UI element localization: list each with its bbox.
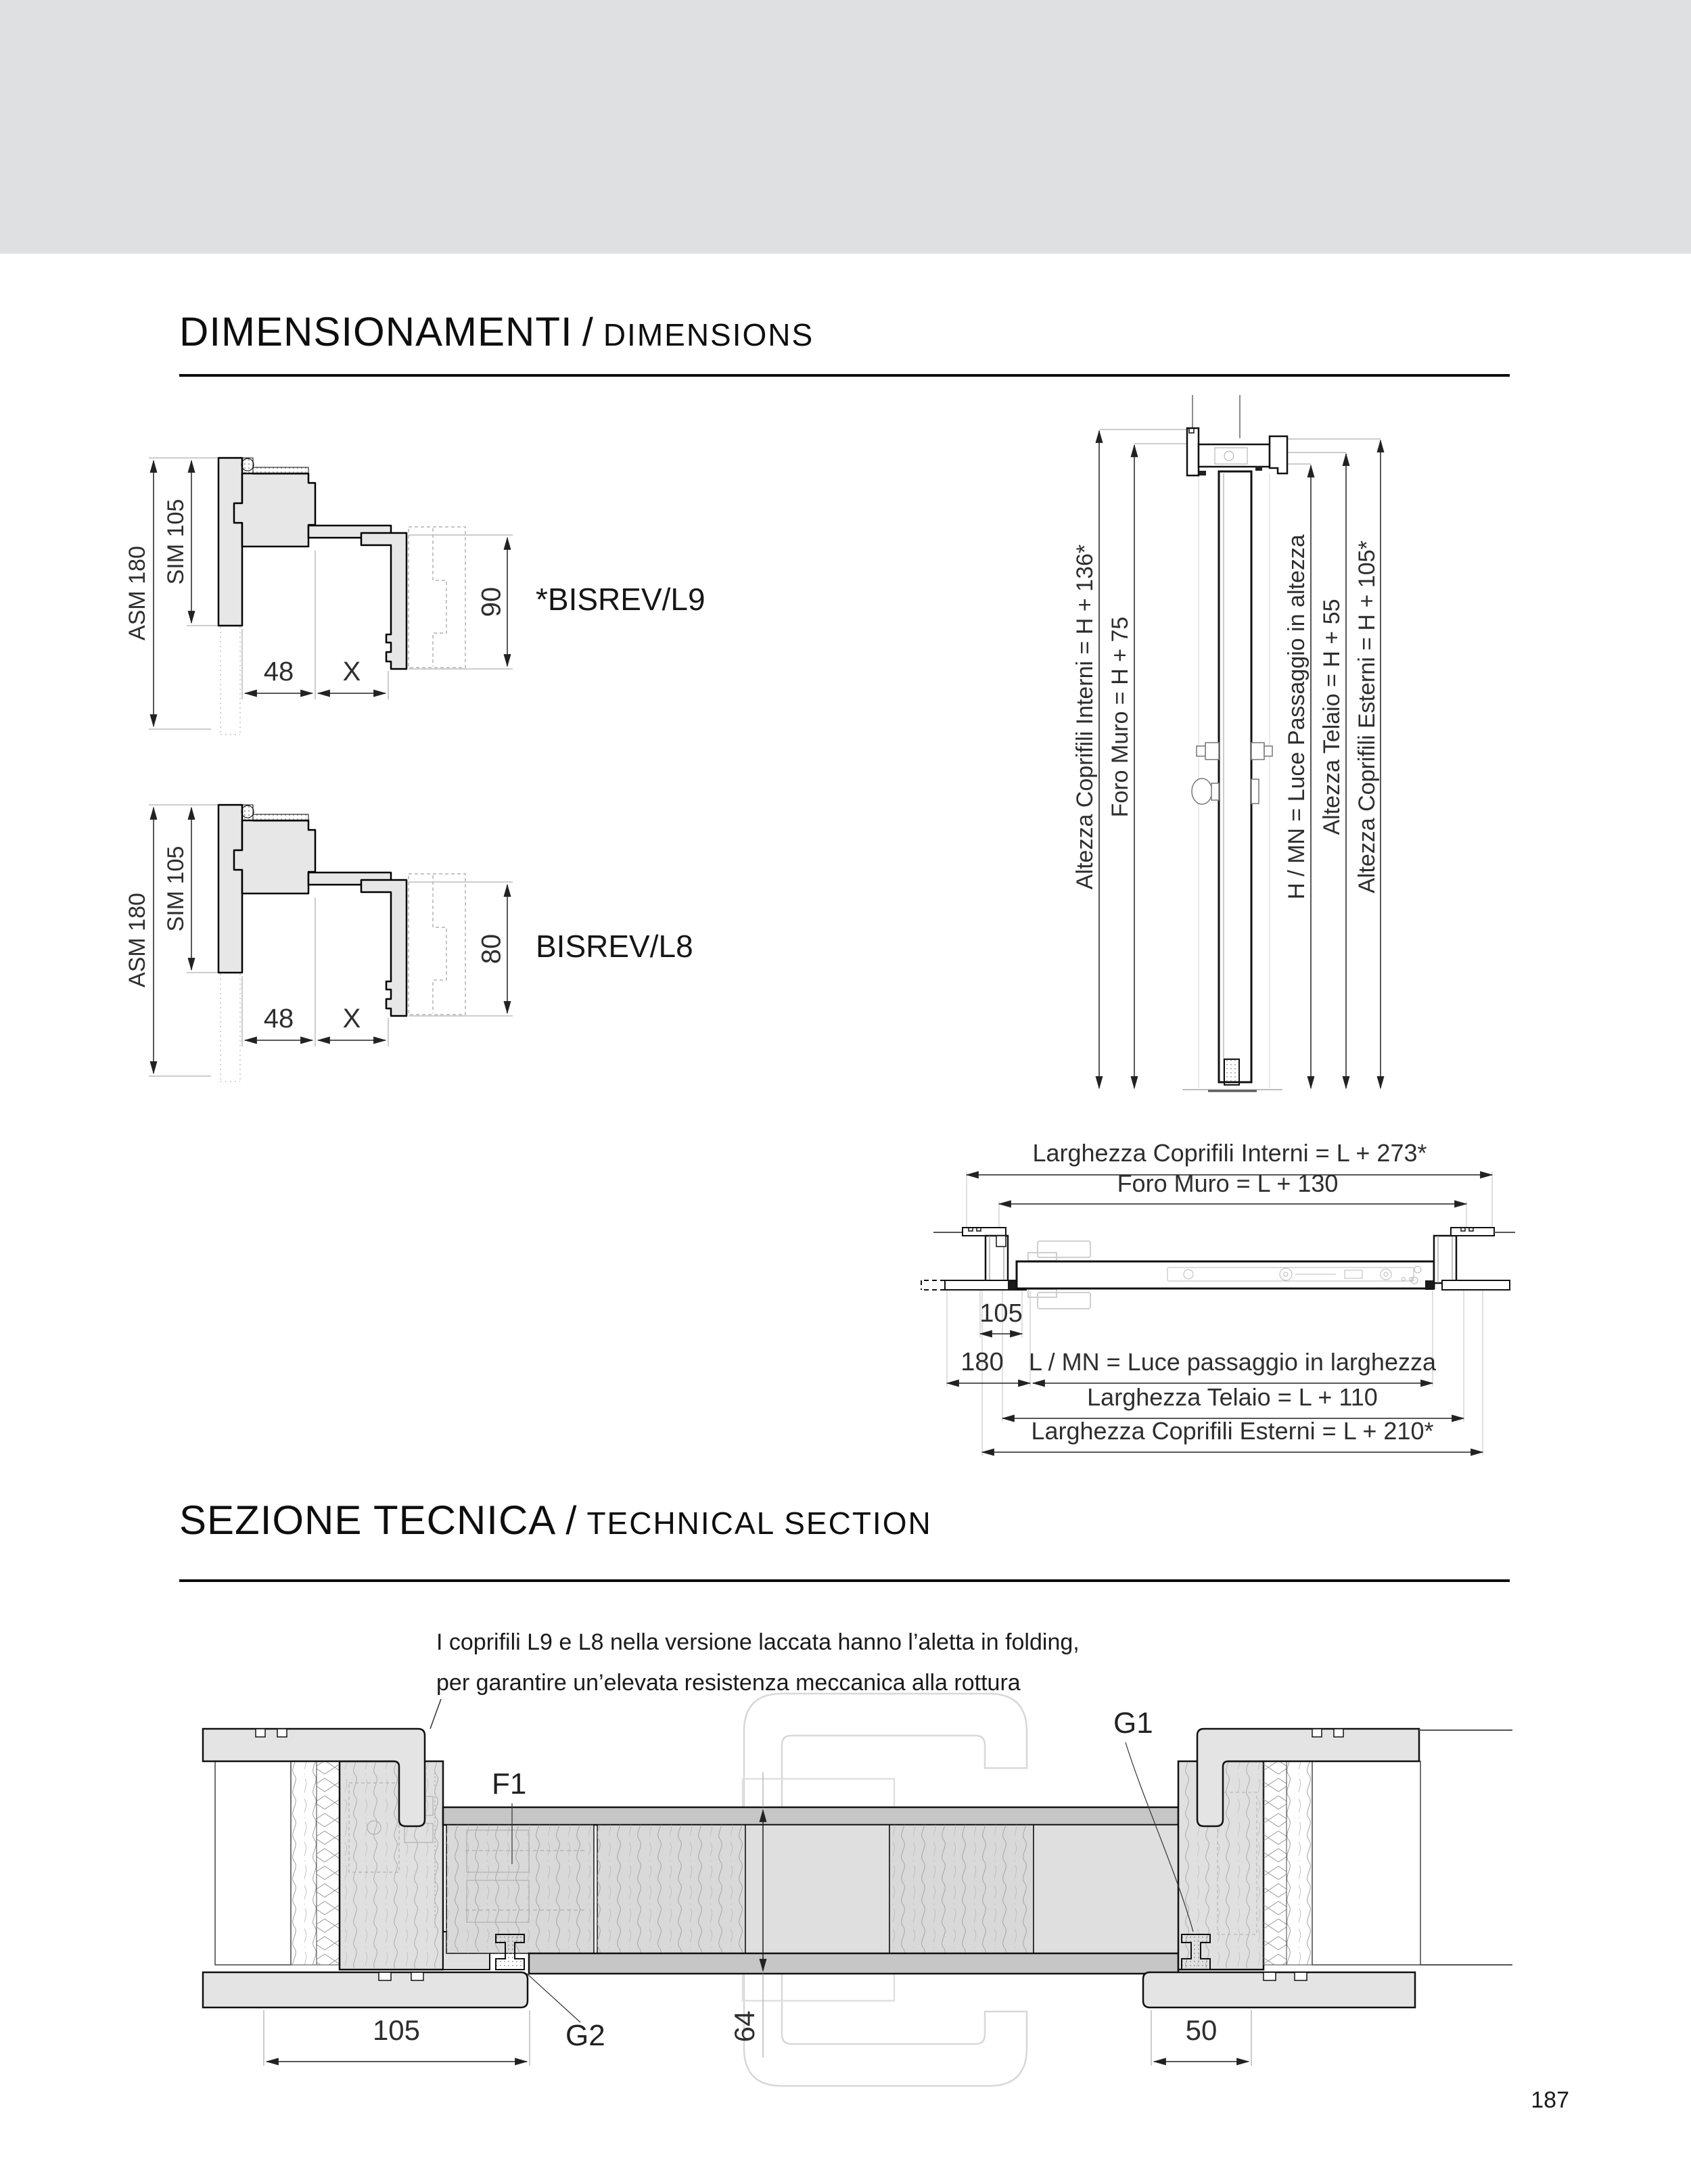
coprifilo-esterno-head (1270, 436, 1287, 473)
ghost-handle-upper (744, 1694, 1027, 1810)
asm-code-label: ASM 180 (124, 893, 150, 988)
technical-title-en: TECHNICAL SECTION (586, 1506, 932, 1541)
dimensions-sep: / (582, 310, 594, 354)
altezza-coprifili-esterni-label: Altezza Coprifili Esterni = H + 105* (1353, 540, 1380, 893)
larghezza-coprifili-esterni-label: Larghezza Coprifili Esterni = L + 210* (1031, 1417, 1434, 1445)
sim-code-label: SIM 105 (162, 498, 189, 585)
x-width-dim-label: X (342, 1004, 361, 1033)
right-jamb-plan (1425, 1228, 1515, 1290)
profile-drawing-l8 (115, 766, 724, 1108)
telaio-body (234, 820, 315, 893)
x-width-dim-label: X (342, 657, 361, 687)
bottom-left-architrave (203, 1972, 528, 2007)
door-leaf-plan (1017, 1261, 1434, 1288)
height-dim-label: 90 (476, 586, 507, 618)
wall-grain (291, 1761, 317, 1965)
left-depth-dim-label: 105 (372, 2014, 421, 2046)
horizontal-section-drawing (913, 1136, 1542, 1495)
folding-note-line2: per garantire un’elevata resistenza meccanica alla rottura (436, 1670, 1021, 1696)
top-gray-band (0, 0, 1691, 254)
telaio-body (234, 473, 315, 547)
technical-sep: / (565, 1499, 578, 1543)
foro-muro-altezza-label: Foro Muro = H + 75 (1107, 616, 1133, 818)
foro-muro-larghezza-label: Foro Muro = L + 130 (1117, 1169, 1339, 1197)
seal-details (241, 458, 308, 474)
right-wall (1264, 1761, 1512, 1965)
door-leaf (443, 1807, 1178, 1974)
larghezza-coprifili-interni-label: Larghezza Coprifili Interni = L + 273* (1032, 1139, 1427, 1167)
ghost-handle-lower (744, 1970, 1027, 2086)
luce-passaggio-altezza-label: H / MN = Luce Passaggio in altezza (1283, 534, 1310, 900)
coprifilo-interno-head (1187, 428, 1199, 475)
g2-leader-line (527, 1974, 580, 2022)
ghost-profile (409, 874, 465, 1015)
coprifilo-esterno-bar (361, 880, 407, 1016)
dotted-continuation (221, 974, 240, 1082)
dimension-lines (154, 808, 507, 1073)
sim-code-label: SIM 105 (162, 845, 189, 932)
floor-line (1182, 1090, 1282, 1091)
seal-details (241, 805, 308, 821)
larghezza-telaio-label: Larghezza Telaio = L + 110 (1087, 1383, 1378, 1411)
g2-label: G2 (565, 2019, 605, 2052)
profile-drawing-l9 (115, 419, 724, 758)
gasket-mark (1425, 1280, 1434, 1290)
leaf-thickness-dim-label: 64 (728, 2010, 761, 2043)
wall-depth-dim-label: 180 (960, 1348, 1004, 1376)
gasket-mark (1008, 1280, 1017, 1290)
floor-guide (1224, 1059, 1239, 1085)
coprifilo-esterno-bar (361, 533, 407, 669)
height-dim-label: 80 (476, 933, 507, 965)
vertical-section-drawing (1042, 392, 1522, 1136)
frame-width-dim-label: 48 (263, 657, 294, 687)
altezza-coprifili-interni-label: Altezza Coprifili Interni = H + 136* (1071, 544, 1098, 890)
technical-section-drawing (189, 1677, 1529, 2100)
extension-lines (149, 458, 513, 729)
jamb-profile-shapes (218, 458, 407, 669)
bottom-right-architrave (1143, 1972, 1415, 2007)
g1-label: G1 (1113, 1706, 1153, 1740)
dimension-lines (154, 461, 507, 726)
coprifilo-interno-bar (218, 805, 242, 973)
left-jamb-plan (921, 1228, 1026, 1290)
right-depth-dim-label: 50 (1185, 2014, 1218, 2046)
technical-rule (179, 1579, 1510, 1582)
page-number: 187 (1531, 2087, 1569, 2113)
profile-name-label: *BISREV/L9 (536, 582, 705, 617)
dimensions-title-it: DIMENSIONAMENTI (179, 309, 573, 354)
jamb-profile-shapes (218, 805, 407, 1016)
technical-heading (179, 1497, 932, 1543)
jamb-depth-dim-label: 105 (979, 1299, 1023, 1328)
extension-lines (149, 805, 513, 1076)
coprifilo-interno-bar (218, 458, 242, 626)
technical-title-it: SEZIONE TECNICA (179, 1497, 557, 1543)
asm-code-label: ASM 180 (124, 546, 150, 641)
profile-name-label: BISREV/L8 (536, 929, 693, 964)
bottom-architraves (203, 1972, 1415, 2007)
insulation-strip (1264, 1761, 1287, 1965)
altezza-telaio-label: Altezza Telaio = H + 55 (1318, 599, 1345, 835)
left-wall (215, 1761, 340, 1965)
dimensions-rule (179, 374, 1510, 377)
wall-grain (1287, 1761, 1312, 1965)
f1-label: F1 (492, 1767, 527, 1800)
note-leader-line (430, 1699, 441, 1729)
head-frame-detail (1187, 395, 1287, 475)
ghost-profile (409, 527, 465, 668)
dimensions-heading (179, 308, 814, 355)
leaf-bottom-cap (529, 1953, 1178, 1974)
insulation-strip (317, 1761, 340, 1965)
folding-note-line1: I coprifili L9 e L8 nella versione laccata hanno l’aletta in folding, (436, 1629, 1080, 1655)
luce-passaggio-larghezza-label: L / MN = Luce passaggio in larghezza (1028, 1348, 1437, 1376)
extension-lines (947, 1171, 1492, 1456)
dimensions-title-en: DIMENSIONS (603, 317, 814, 352)
dotted-continuation (221, 627, 240, 735)
frame-width-dim-label: 48 (263, 1004, 294, 1033)
door-leaf-vertical (1192, 471, 1272, 1085)
leaf-top-cap (443, 1807, 1178, 1825)
